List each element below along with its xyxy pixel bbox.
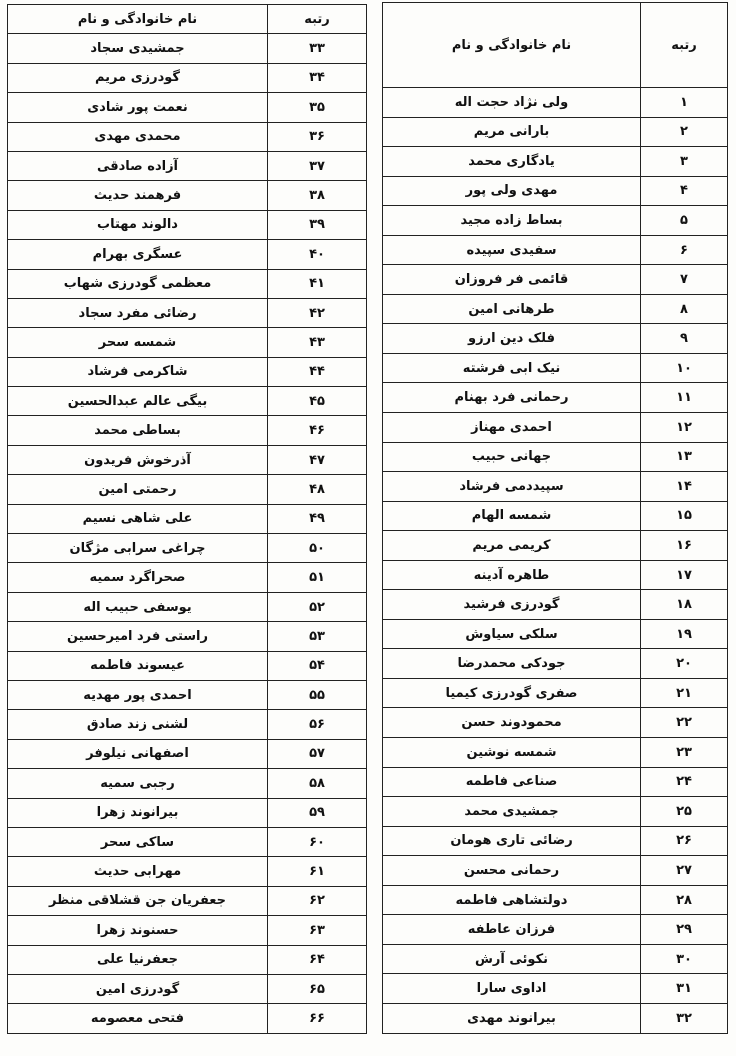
- person-name-cell: جمشیدی محمد: [383, 797, 641, 827]
- rank-cell: ۱۳: [641, 442, 728, 472]
- person-name-cell: صحراگرد سمیه: [8, 563, 268, 592]
- table-row: [383, 826, 728, 856]
- table-row: [8, 210, 367, 239]
- table-row: [383, 531, 728, 561]
- table-row: [383, 738, 728, 768]
- table-row: [383, 915, 728, 945]
- rank-cell: ۴۸: [268, 475, 367, 504]
- rank-cell: ۵: [641, 206, 728, 236]
- rank-cell: ۳۹: [268, 210, 367, 239]
- table-row: [8, 534, 367, 563]
- table-row: [8, 93, 367, 122]
- person-name-cell: فرهمند حدیث: [8, 181, 268, 210]
- person-name-cell: بارانی مریم: [383, 117, 641, 147]
- table-row: [383, 353, 728, 383]
- rank-column-header: رتبه: [641, 3, 728, 88]
- rank-cell: ۵۴: [268, 651, 367, 680]
- rank-cell: ۵۳: [268, 622, 367, 651]
- person-name-cell: گودرزی امین: [8, 974, 268, 1003]
- rank-cell: ۳۳: [268, 34, 367, 63]
- table-row: [8, 151, 367, 180]
- rank-cell: ۴۳: [268, 328, 367, 357]
- rank-cell: ۲۵: [641, 797, 728, 827]
- rank-cell: ۱۶: [641, 531, 728, 561]
- table-row: [8, 34, 367, 63]
- table-row: [383, 619, 728, 649]
- table-row: [8, 387, 367, 416]
- rank-cell: ۲۰: [641, 649, 728, 679]
- rank-cell: ۳۸: [268, 181, 367, 210]
- rank-cell: ۵۱: [268, 563, 367, 592]
- person-name-cell: ولی نژاد حجت اله: [383, 88, 641, 118]
- table-row: [383, 1003, 728, 1033]
- person-name-cell: یادگاری محمد: [383, 147, 641, 177]
- person-name-cell: عسگری بهرام: [8, 240, 268, 269]
- rank-cell: ۳۷: [268, 151, 367, 180]
- person-name-cell: مهرابی حدیث: [8, 857, 268, 886]
- rank-cell: ۴۵: [268, 387, 367, 416]
- table-row: [383, 501, 728, 531]
- rank-cell: ۷: [641, 265, 728, 295]
- table-row: [383, 383, 728, 413]
- person-name-cell: چراغی سرابی مژگان: [8, 534, 268, 563]
- rank-cell: ۴۶: [268, 416, 367, 445]
- rank-cell: ۳۲: [641, 1003, 728, 1033]
- table-row: [383, 472, 728, 502]
- table-row: [383, 88, 728, 118]
- person-name-cell: شمسه نوشین: [383, 738, 641, 768]
- table-row: [8, 122, 367, 151]
- rank-cell: ۲۸: [641, 885, 728, 915]
- table-row: [8, 445, 367, 474]
- person-name-cell: گودرزی مریم: [8, 63, 268, 92]
- person-name-cell: صفری گودرزی کیمیا: [383, 678, 641, 708]
- person-name-cell: نکوئی آرش: [383, 944, 641, 974]
- rank-cell: ۹: [641, 324, 728, 354]
- person-name-cell: عیسوند فاطمه: [8, 651, 268, 680]
- person-name-cell: اصفهانی نیلوفر: [8, 739, 268, 768]
- left-ranking-table: [7, 4, 367, 1034]
- rank-cell: ۶۵: [268, 974, 367, 1003]
- person-name-cell: صناعی فاطمه: [383, 767, 641, 797]
- table-row: [383, 885, 728, 915]
- table-row: [8, 63, 367, 92]
- rank-cell: ۱۸: [641, 590, 728, 620]
- table-row: [8, 1004, 367, 1033]
- rank-cell: ۲۷: [641, 856, 728, 886]
- person-name-cell: جعفریان جن قشلاقی منظر: [8, 886, 268, 915]
- name-column-header: نام خانوادگی و نام: [8, 5, 268, 34]
- table-row: [383, 324, 728, 354]
- table-row: [8, 357, 367, 386]
- rank-cell: ۶۱: [268, 857, 367, 886]
- rank-cell: ۲۱: [641, 678, 728, 708]
- person-name-cell: سپیددمی فرشاد: [383, 472, 641, 502]
- table-row: [383, 413, 728, 443]
- table-row: [383, 442, 728, 472]
- rank-cell: ۵۷: [268, 739, 367, 768]
- rank-cell: ۳۰: [641, 944, 728, 974]
- table-row: [8, 504, 367, 533]
- person-name-cell: لشنی زند صادق: [8, 710, 268, 739]
- person-name-cell: اداوی سارا: [383, 974, 641, 1004]
- rank-cell: ۲۲: [641, 708, 728, 738]
- table-row: [8, 592, 367, 621]
- person-name-cell: سلکی سیاوش: [383, 619, 641, 649]
- rank-cell: ۴۹: [268, 504, 367, 533]
- rank-cell: ۶۴: [268, 945, 367, 974]
- table-row: [383, 708, 728, 738]
- table-row: [383, 294, 728, 324]
- table-row: [8, 680, 367, 709]
- rank-cell: ۳۶: [268, 122, 367, 151]
- name-column-header: نام خانوادگی و نام: [383, 3, 641, 88]
- rank-cell: ۲۹: [641, 915, 728, 945]
- table-row: [383, 678, 728, 708]
- rank-cell: ۱۵: [641, 501, 728, 531]
- table-row: [8, 710, 367, 739]
- table-row: [8, 739, 367, 768]
- person-name-cell: قائمی فر فروزان: [383, 265, 641, 295]
- rank-cell: ۲۶: [641, 826, 728, 856]
- rank-cell: ۱۰: [641, 353, 728, 383]
- rank-cell: ۱۲: [641, 413, 728, 443]
- person-name-cell: جهانی حبیب: [383, 442, 641, 472]
- table-row: [8, 886, 367, 915]
- rank-cell: ۴۷: [268, 445, 367, 474]
- table-row: [383, 974, 728, 1004]
- rank-cell: ۴۰: [268, 240, 367, 269]
- person-name-cell: رجبی سمیه: [8, 769, 268, 798]
- person-name-cell: راستی فرد امیرحسین: [8, 622, 268, 651]
- rank-cell: ۳۱: [641, 974, 728, 1004]
- table-row: [8, 416, 367, 445]
- person-name-cell: بساطی محمد: [8, 416, 268, 445]
- person-name-cell: یوسفی حبیب اله: [8, 592, 268, 621]
- rank-cell: ۴۲: [268, 298, 367, 327]
- person-name-cell: ساکی سحر: [8, 827, 268, 856]
- person-name-cell: بیگی عالم عبدالحسین: [8, 387, 268, 416]
- person-name-cell: شاکرمی فرشاد: [8, 357, 268, 386]
- rank-cell: ۴: [641, 176, 728, 206]
- person-name-cell: فرزان عاطفه: [383, 915, 641, 945]
- person-name-cell: محمدی مهدی: [8, 122, 268, 151]
- table-row: [8, 769, 367, 798]
- person-name-cell: بیرانوند مهدی: [383, 1003, 641, 1033]
- person-name-cell: جودکی محمدرضا: [383, 649, 641, 679]
- table-row: [383, 117, 728, 147]
- person-name-cell: آزاده صادقی: [8, 151, 268, 180]
- table-row: [8, 974, 367, 1003]
- table-row: [383, 767, 728, 797]
- table-row: [8, 798, 367, 827]
- table-row: [383, 560, 728, 590]
- rank-cell: ۶: [641, 235, 728, 265]
- rank-cell: ۶۶: [268, 1004, 367, 1033]
- rank-cell: ۲: [641, 117, 728, 147]
- rank-cell: ۲۳: [641, 738, 728, 768]
- table-row: [8, 181, 367, 210]
- person-name-cell: جعفرنیا علی: [8, 945, 268, 974]
- person-name-cell: نیک ابی فرشته: [383, 353, 641, 383]
- rank-cell: ۵۸: [268, 769, 367, 798]
- person-name-cell: محمودوند حسن: [383, 708, 641, 738]
- person-name-cell: احمدی مهناز: [383, 413, 641, 443]
- table-row: [8, 328, 367, 357]
- person-name-cell: طاهره آدینه: [383, 560, 641, 590]
- rank-cell: ۵۶: [268, 710, 367, 739]
- person-name-cell: طرهانی امین: [383, 294, 641, 324]
- person-name-cell: دالوند مهتاب: [8, 210, 268, 239]
- person-name-cell: مهدی ولی پور: [383, 176, 641, 206]
- table-row: [383, 649, 728, 679]
- rank-cell: ۳۵: [268, 93, 367, 122]
- person-name-cell: فتحی معصومه: [8, 1004, 268, 1033]
- person-name-cell: سفیدی سپیده: [383, 235, 641, 265]
- table-row: [383, 265, 728, 295]
- table-row: [383, 856, 728, 886]
- rank-cell: ۵۵: [268, 680, 367, 709]
- rank-cell: ۴۱: [268, 269, 367, 298]
- person-name-cell: رحمانی محسن: [383, 856, 641, 886]
- rank-cell: ۳: [641, 147, 728, 177]
- table-row: [383, 235, 728, 265]
- person-name-cell: رحمتی امین: [8, 475, 268, 504]
- rank-cell: ۴۴: [268, 357, 367, 386]
- rank-cell: ۳۴: [268, 63, 367, 92]
- rank-cell: ۸: [641, 294, 728, 324]
- table-row: [383, 944, 728, 974]
- rank-cell: ۶۳: [268, 916, 367, 945]
- rank-cell: ۱۹: [641, 619, 728, 649]
- table-row: [383, 206, 728, 236]
- rank-cell: ۵۲: [268, 592, 367, 621]
- table-row: [8, 622, 367, 651]
- person-name-cell: دولتشاهی فاطمه: [383, 885, 641, 915]
- table-row: [8, 298, 367, 327]
- person-name-cell: کریمی مریم: [383, 531, 641, 561]
- table-row: [383, 590, 728, 620]
- person-name-cell: بساط زاده مجید: [383, 206, 641, 236]
- rank-column-header: رتبه: [268, 5, 367, 34]
- person-name-cell: رضائی مفرد سجاد: [8, 298, 268, 327]
- table-row: [8, 563, 367, 592]
- left-table-body: [8, 34, 367, 1033]
- rank-cell: ۵۰: [268, 534, 367, 563]
- person-name-cell: علی شاهی نسیم: [8, 504, 268, 533]
- table-row: [8, 916, 367, 945]
- person-name-cell: شمسه سحر: [8, 328, 268, 357]
- rank-cell: ۱: [641, 88, 728, 118]
- table-row: [8, 857, 367, 886]
- person-name-cell: گودرزی فرشید: [383, 590, 641, 620]
- table-row: [383, 147, 728, 177]
- person-name-cell: رضائی تاری هومان: [383, 826, 641, 856]
- table-row: [8, 240, 367, 269]
- right-table-body: [383, 88, 728, 1034]
- table-row: [8, 475, 367, 504]
- person-name-cell: معظمی گودرزی شهاب: [8, 269, 268, 298]
- rank-cell: ۱۷: [641, 560, 728, 590]
- person-name-cell: بیرانوند زهرا: [8, 798, 268, 827]
- person-name-cell: آذرخوش فریدون: [8, 445, 268, 474]
- rank-cell: ۱۱: [641, 383, 728, 413]
- rank-cell: ۶۰: [268, 827, 367, 856]
- table-row: [383, 176, 728, 206]
- person-name-cell: جمشیدی سجاد: [8, 34, 268, 63]
- person-name-cell: احمدی پور مهدیه: [8, 680, 268, 709]
- right-ranking-table: [382, 2, 728, 1034]
- table-row: [8, 827, 367, 856]
- table-row: [383, 797, 728, 827]
- person-name-cell: فلک دین ارزو: [383, 324, 641, 354]
- rank-cell: ۲۴: [641, 767, 728, 797]
- rank-cell: ۱۴: [641, 472, 728, 502]
- table-row: [8, 651, 367, 680]
- person-name-cell: حسنوند زهرا: [8, 916, 268, 945]
- rank-cell: ۶۲: [268, 886, 367, 915]
- person-name-cell: شمسه الهام: [383, 501, 641, 531]
- table-row: [8, 945, 367, 974]
- person-name-cell: نعمت پور شادی: [8, 93, 268, 122]
- table-row: [8, 269, 367, 298]
- rank-cell: ۵۹: [268, 798, 367, 827]
- person-name-cell: رحمانی فرد بهنام: [383, 383, 641, 413]
